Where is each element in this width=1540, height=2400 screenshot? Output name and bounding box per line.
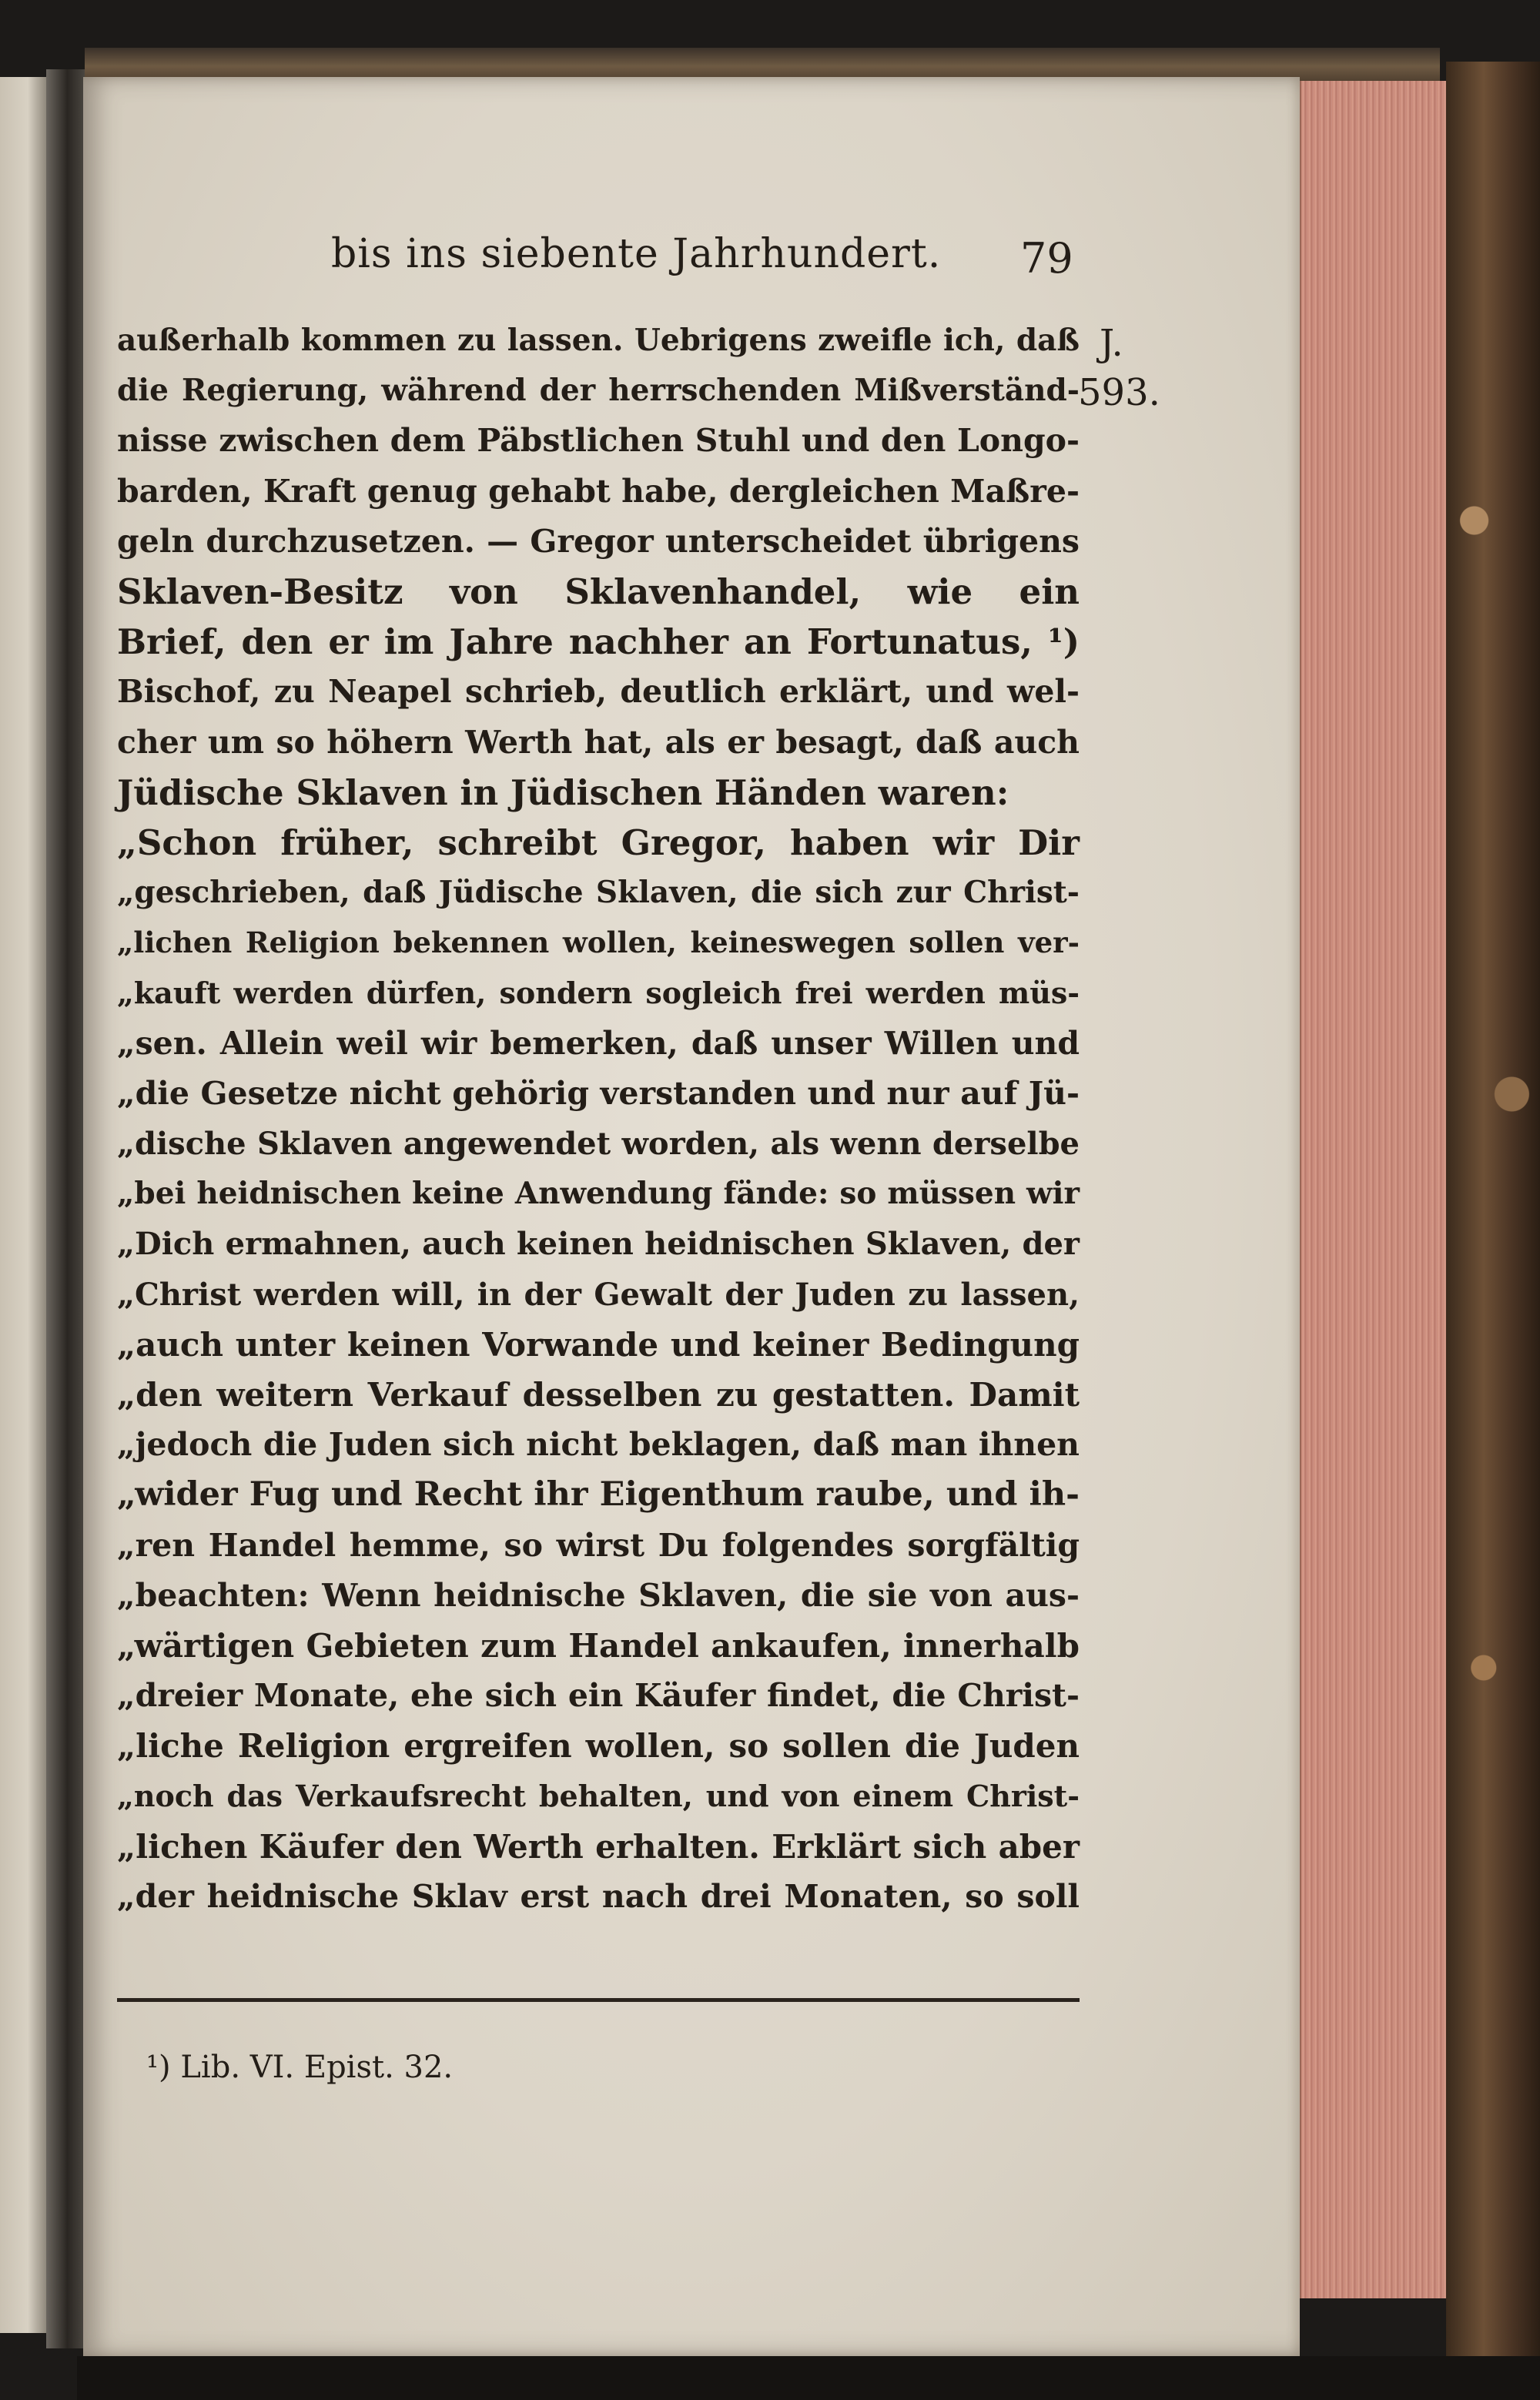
text-line: „jedoch die Juden sich nicht beklagen, daß man ihnen [117, 1426, 1080, 1464]
text-line: „geschrieben, daß Jüdische Sklaven, die sich zur Christ- [117, 875, 1080, 911]
text-line: nisse zwischen dem Päbstlichen Stuhl und den Longo- [117, 422, 1080, 460]
text-line: geln durchzusetzen. — Gregor unterscheidet übrigens [117, 522, 1080, 560]
text-line: „beachten: Wenn heidnische Sklaven, die sie von aus- [117, 1576, 1080, 1614]
text-line: „dische Sklaven angewendet worden, als wenn derselbe [117, 1126, 1080, 1162]
text-line: „Dich ermahnen, auch keinen heidnischen Sklaven, der [117, 1226, 1080, 1263]
margin-note-label: J. [1100, 322, 1123, 365]
page-number: 79 [1020, 234, 1073, 283]
text-line: barden, Kraft genug gehabt habe, dergleichen Maßre- [117, 472, 1080, 510]
text-line: Bischof, zu Neapel schrieb, deutlich erklärt, und wel- [117, 673, 1080, 711]
text-line: „lichen Käufer den Werth erhalten. Erklärt sich aber [117, 1827, 1080, 1866]
text-line: „auch unter keinen Vorwande und keiner Bedingung [117, 1325, 1080, 1364]
text-line: „Schon früher, schreibt Gregor, haben wir Dir [117, 822, 1080, 863]
text-line: „Christ werden will, in der Gewalt der Juden zu lassen, [117, 1276, 1080, 1313]
text-line: cher um so höhern Werth hat, als er besagt, daß auch [117, 723, 1080, 761]
page-block-edge [1300, 81, 1448, 2298]
text-line: „der heidnische Sklav erst nach drei Monaten, so soll [117, 1877, 1080, 1915]
text-line: „die Gesetze nicht gehörig verstanden und nur auf Jü- [117, 1074, 1080, 1112]
text-line: „noch das Verkaufsrecht behalten, und von einem Christ- [117, 1779, 1080, 1814]
bottom-shadow [77, 2356, 1540, 2400]
text-line: die Regierung, während der herrschenden Mißverständ- [117, 373, 1080, 409]
body-text [117, 316, 1080, 1922]
text-line: „bei heidnischen keine Anwendung fände: so müssen wir [117, 1176, 1080, 1212]
book-gutter [46, 69, 85, 2348]
footnote-rule [117, 1998, 1080, 2002]
text-line: Jüdische Sklaven in Jüdischen Händen waren: [117, 772, 1009, 813]
text-line: „lichen Religion bekennen wollen, keineswegen sollen ver- [117, 926, 1080, 960]
text-line: außerhalb kommen zu lassen. Uebrigens zweifle ich, daß [117, 323, 1080, 358]
text-line: „kauft werden dürfen, sondern sogleich frei werden müs- [117, 976, 1080, 1011]
text-line: „wider Fug und Recht ihr Eigenthum raube, und ih- [117, 1475, 1080, 1515]
text-line: „wärtigen Gebieten zum Handel ankaufen, innerhalb [117, 1626, 1080, 1665]
text-line: „sen. Allein weil wir bemerken, daß unser Willen und [117, 1024, 1080, 1062]
text-line: „den weitern Verkauf desselben zu gestatten. Damit [117, 1375, 1080, 1414]
text-line: „liche Religion ergreifen wollen, so sollen die Juden [117, 1727, 1080, 1766]
text-line: Sklaven-Besitz von Sklavenhandel, wie ein [117, 571, 1080, 612]
text-line: „ren Handel hemme, so wirst Du folgendes sorgfältig [117, 1526, 1080, 1564]
left-page-edge [0, 77, 46, 2333]
marbled-cover [1446, 62, 1540, 2356]
margin-note-year: 593. [1078, 371, 1160, 414]
text-line: Brief, den er im Jahre nachher an Fortunatus, ¹) [117, 621, 1080, 663]
footnote: ¹) Lib. VI. Epist. 32. [146, 2050, 454, 2085]
text-line: „dreier Monate, ehe sich ein Käufer findet, die Christ- [117, 1677, 1080, 1715]
running-head: bis ins siebente Jahrhundert. [331, 231, 942, 277]
